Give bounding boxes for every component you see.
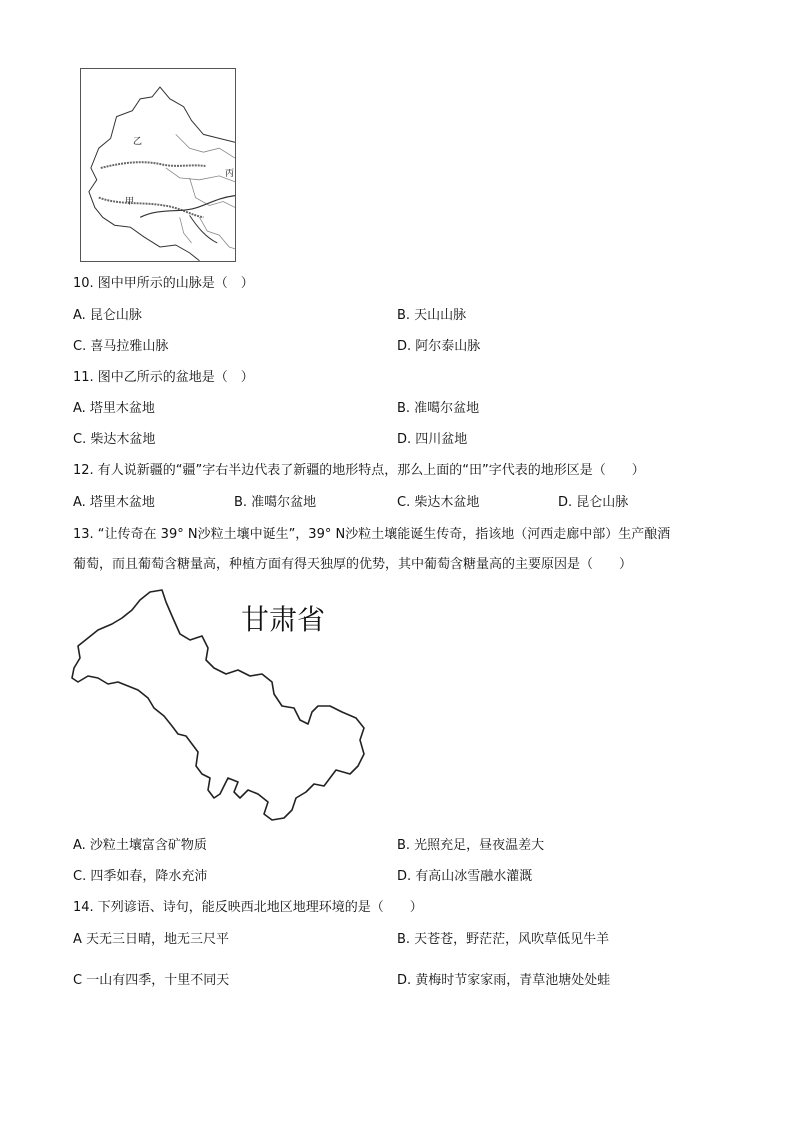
- q11-option-a[interactable]: A. 塔里木盆地: [73, 401, 155, 416]
- map-label-bing: 丙: [225, 169, 235, 179]
- map-label-jia: 甲: [125, 197, 135, 207]
- q14-option-c[interactable]: C 一山有四季，十里不同天: [73, 973, 230, 988]
- q14-option-a[interactable]: A 天无三日晴，地无三尺平: [73, 932, 230, 947]
- q13-stem-line2: 葡萄，而且葡萄含糖量高，种植方面有得天独厚的优势，其中葡萄含糖量高的主要原因是（ ）: [73, 557, 633, 572]
- q13-stem-line1: 13. “让传奇在 39° N沙粒土壤中诞生”，39° N沙粒土壤能诞生传奇，指该地（河西走廊中部）生产酿酒: [73, 527, 671, 542]
- map-label-yi: 乙: [133, 137, 143, 147]
- q12-option-d[interactable]: D. 昆仑山脉: [558, 495, 629, 510]
- q12-option-b[interactable]: B. 准噶尔盆地: [234, 495, 317, 510]
- q14-option-d[interactable]: D. 黄梅时节家家雨，青草池塘处处蛙: [397, 973, 611, 988]
- q11-option-b[interactable]: B. 准噶尔盆地: [397, 401, 480, 416]
- q14-option-b[interactable]: B. 天苍苍，野茫茫，风吹草低见牛羊: [397, 932, 610, 947]
- gansu-map-title: 甘肃省: [241, 603, 326, 636]
- q10-option-c[interactable]: C. 喜马拉雅山脉: [73, 339, 169, 354]
- q13-option-d[interactable]: D. 有高山冰雪融水灌溉: [397, 869, 533, 884]
- q12-option-a[interactable]: A. 塔里木盆地: [73, 495, 155, 510]
- q11-stem: 11. 图中乙所示的盆地是（ ）: [73, 370, 254, 385]
- q13-option-b[interactable]: B. 光照充足，昼夜温差大: [397, 838, 545, 853]
- q13-option-c[interactable]: C. 四季如春，降水充沛: [73, 869, 208, 884]
- q10-stem: 10. 图中甲所示的山脉是（ ）: [73, 276, 254, 291]
- q10-option-b[interactable]: B. 天山山脉: [397, 308, 467, 323]
- q11-option-d[interactable]: D. 四川盆地: [397, 432, 468, 447]
- q10-option-d[interactable]: D. 阿尔泰山脉: [397, 339, 481, 354]
- northwest-map: [80, 68, 236, 262]
- q12-stem: 12. 有人说新疆的“疆”字右半边代表了新疆的地形特点，那么上面的“田”字代表的地形区是（ ）: [73, 463, 645, 478]
- q13-option-a[interactable]: A. 沙粒土壤富含矿物质: [73, 838, 207, 853]
- q10-option-a[interactable]: A. 昆仑山脉: [73, 308, 142, 323]
- northwest-map-svg: [81, 69, 235, 261]
- q12-option-c[interactable]: C. 柴达木盆地: [397, 495, 480, 510]
- q14-stem: 14. 下列谚语、诗句，能反映西北地区地理环境的是（ ）: [73, 900, 423, 915]
- q11-option-c[interactable]: C. 柴达木盆地: [73, 432, 156, 447]
